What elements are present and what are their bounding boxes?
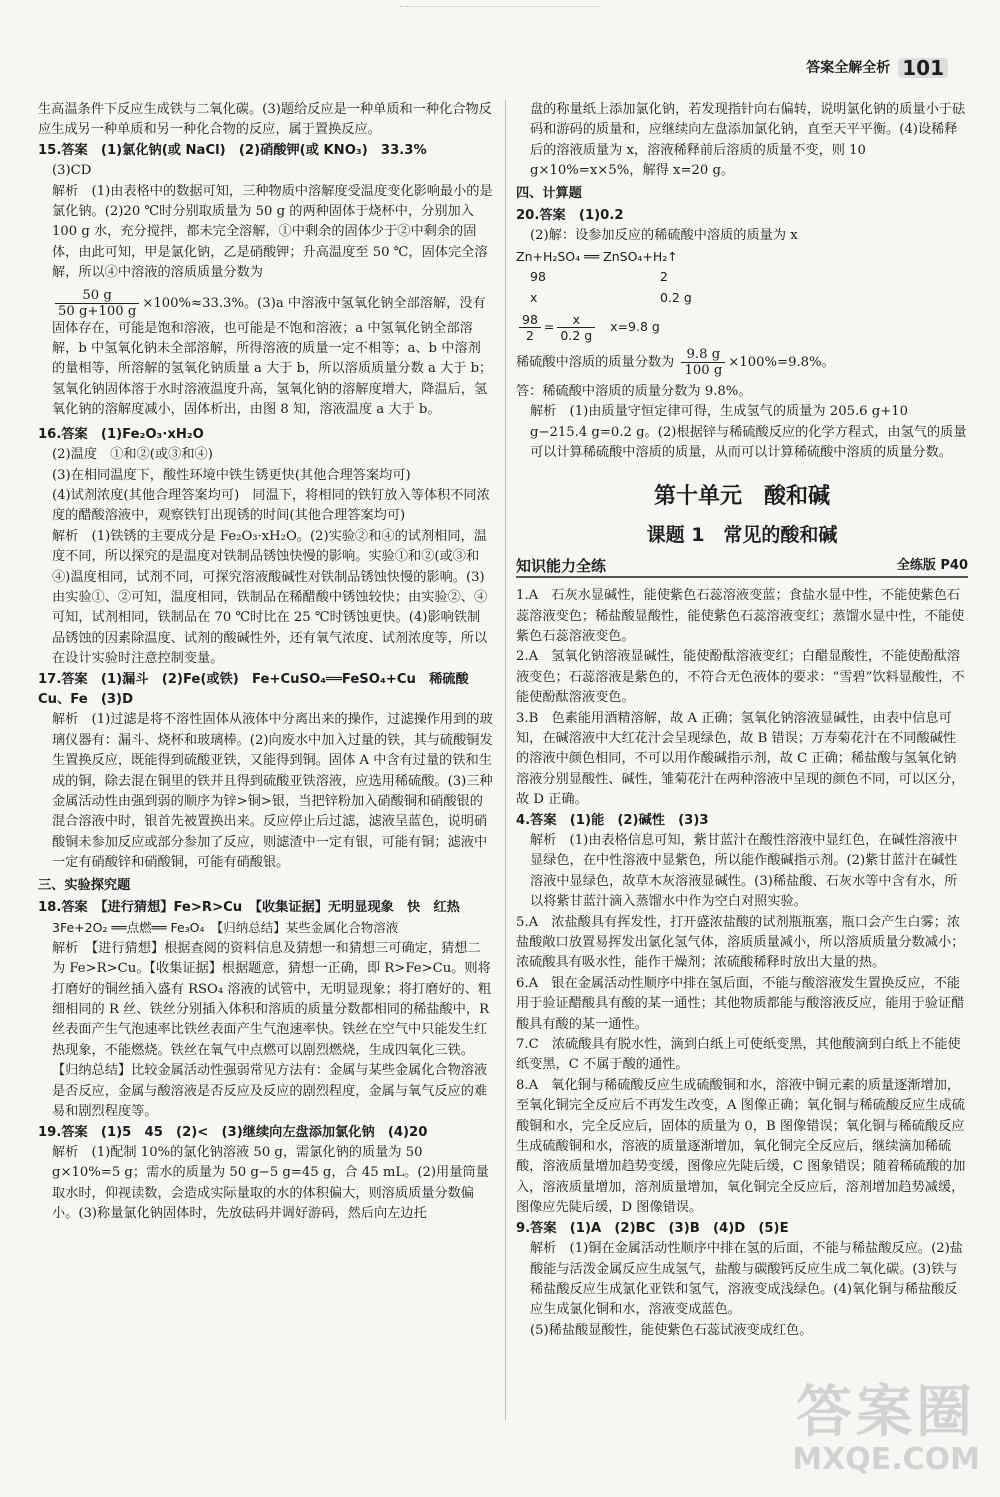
right-column <box>516 100 968 1341</box>
q20-ratio-2 <box>557 312 595 343</box>
q18-equation: 3Fe+2O₂ ══点燃══ Fe₃O₄ 【归纳总结】某些金属化合物溶液 <box>52 920 399 936</box>
k4-analysis: 解析 (1)由表格信息可知，紫甘蓝汁在酸性溶液中显红色，在碱性溶液中显绿色，在中性溶液中显紫色，所以能作酸碱指示剂。(2)紫甘蓝汁在碱性溶液中显绿色，故草木灰溶液显碱性。(3)稀盐酸、石灰水等中含有水，所以将紫甘蓝汁滴入蒸馏水中作为空白对照实验。 <box>530 832 958 910</box>
q15-fraction-num: 50 g <box>55 288 139 304</box>
q17-analysis: 解析 (1)过滤是将不溶性固体从液体中分离出来的操作，过滤操作用到的玻璃仪器有：漏斗、烧杯和玻璃棒。(2)向废水中加入过量的铁，其与硫酸铜发生置换反应，既能得到硫酸亚铁，又能得到铜。固体 A 中含有过量的铁和生成的铜，除去混在铜里的铁并且得到硫酸亚铁溶液，应选用稀硫酸。(3)三种金属活动性由强到弱的顺序为锌>铜>银，当把锌粉加入硝酸铜和硝酸银的混合溶液中时，银首先被置换出来。反应停止后过滤，滤液呈蓝色，说明硝酸铜未参加反应或部分参加了反应，则滤渣中一定有银，可能有铜；滤液中一定有硝酸锌和硝酸铜，可能有硝酸银。 <box>52 712 493 871</box>
site-watermark <box>792 1380 980 1477</box>
q16-analysis: 解析 (1)铁锈的主要成分是 Fe₂O₃·xH₂O。(2)实验②和④的试剂相同，温度不同，所以探究的是温度对铁制品锈蚀快慢的影响。实验①和②(或③和④)温度相同，试剂不同，可探究溶液酸碱性对铁制品锈蚀快慢的影响。(3)由实验①、②可知，温度相同，铁制品在稀醋酸中锈蚀较快；由实验②、④可知，试剂相同，铁制品在 70 ℃时比在 25 ℃时锈蚀更快。(4)影响铁制品锈蚀的因素除温度、试剂的酸碱性外，还有氧气浓度、试剂浓度等，所以在设计实验时注意控制变量。 <box>52 528 488 667</box>
left-column <box>38 100 493 1225</box>
watermark-url: MXQE.COM <box>792 1442 980 1477</box>
q16-answer-3: (3)在相同温度下，酸性环境中铁生锈更快(其他合理答案均可) <box>52 467 411 483</box>
q19-analysis-cont: 盘的称量纸上添加氯化钠，若发现指针向右偏转，说明氯化钠的质量小于砝码和游码的质量和，应继续向左盘添加氯化钠，直至天平平衡。(4)设稀释后的溶液质量为 x，溶液稀释前后溶质的质量不变，则 10 g×10%=x×5%，解得 x=20 g。 <box>530 102 966 179</box>
watermark-logo-text: 答案圈 <box>796 1380 977 1445</box>
header-title: 答案全解全析 <box>806 60 891 76</box>
page-number: 101 <box>898 58 948 78</box>
k8-answer: 8.A 氧化铜与稀硫酸反应生成硫酸铜和水，溶液中铜元素的质量逐渐增加，至氧化铜完全反应后不再发生改变，A 图像正确；氧化铜与稀硫酸反应生成硫酸铜和水，完全反应后，固体的质量为 0，B 图像错误；氧化铜与稀硫酸反应生成硫酸铜和水，溶液的质量逐渐增加，氧化铜完全反应后，继续滴加稀硫酸，溶液质量增加趋势变缓，图像应先陡后缓，C 图象错误；随着稀硫酸的加入，溶液质量增加，溶剂质量增加，氧化铜完全反应后，溶剂增加趋势减缓，图像应先陡后缓，D 图像错误。 <box>516 1077 966 1216</box>
q15-answer-cont: (3)CD <box>52 163 92 179</box>
q16-answer-4: (4)试剂浓度(其他合理答案均可) 同温下，将相同的铁钉放入等体积不同浓度的醋酸溶液中，观察铁钉出现锈的时间(其他合理答案均可) <box>52 487 490 524</box>
q20-fraction-pre: 稀硫酸中溶质的质量分数为 <box>516 355 675 371</box>
q15-fraction-den: 50 g+100 g <box>58 303 137 319</box>
q20-analysis: 解析 (1)由质量守恒定律可得，生成氢气的质量为 205.6 g+10 g−215.4 g=0.2 g。(2)根据锌与稀硫酸反应的化学方程式，由氢气的质量可以计算稀硫酸中溶质的质量，从而可以计算稀硫酸中溶质的质量分数。 <box>530 404 967 461</box>
practice-bar <box>516 556 968 578</box>
q20-ratio-2-num: x <box>557 312 595 328</box>
q20-answer-2: (2)解：设参加反应的稀硫酸中溶质的质量为 x <box>530 228 798 244</box>
q16-answer: 16.答案 (1)Fe₂O₃·xH₂O <box>38 426 204 442</box>
k9-answer: 9.答案 (1)A (2)BC (3)B (4)D (5)E <box>516 1220 789 1236</box>
q20-ratio-1-den: 2 <box>525 328 534 344</box>
q20-ratio-1-num: 98 <box>519 312 541 328</box>
section-calculation: 四、计算题 <box>516 185 582 201</box>
q20-ratio-result: x=9.8 g <box>610 319 660 335</box>
q15-answer: 15.答案 (1)氯化钠(或 NaCl) (2)硝酸钾(或 KNO₃) 33.3% <box>38 142 427 158</box>
q20-fraction <box>681 347 725 378</box>
q16-answer-2: (2)温度 ①和②(或③和④) <box>52 447 213 463</box>
practice-bar-title: 知识能力全练 <box>516 556 607 575</box>
q20-fraction-num: 9.8 g <box>681 347 725 363</box>
q20-molar-h2: 2 <box>660 269 668 285</box>
k4-answer: 4.答案 (1)能 (2)碱性 (3)3 <box>516 812 709 828</box>
q20-mass-x: x <box>530 289 538 305</box>
q20-reply: 答：稀硫酸中溶质的质量分数为 9.8%。 <box>516 384 752 400</box>
q20-ratio-2-den: 0.2 g <box>560 328 593 344</box>
q20-fraction-tail: ×100%=9.8%。 <box>728 355 835 371</box>
q20-equation: Zn+H₂SO₄ ══ ZnSO₄+H₂↑ <box>516 248 678 264</box>
q20-molar-h2so4: 98 <box>530 269 546 285</box>
q20-ratio-1 <box>519 312 541 343</box>
q15-fraction-line <box>38 288 493 421</box>
column-divider <box>505 100 506 1420</box>
q15-analysis-tail: ×100%≈33.3%。(3)a 中溶液中氢氧化钠全部溶解，没有固体存在，可能是饱和溶液，也可能是不饱和溶液；a 中氢氧化钠全部溶解，b 中氢氧化钠未全部溶解，所得溶液的质量一定不相等；a、b 中溶剂的量相等，所溶解的氢氧化钠质量 a 大于 b，所以溶质质量分数 a 大于 b；氢氧化钠固体溶于水时溶液温度升高，氢氧化钠的溶解度增大，降温后，氢氧化钠的溶解度减小，固体析出，由图 8 知，溶液温度 a 大于 b。 <box>52 295 493 418</box>
k9-analysis-last: (5)稀盐酸显酸性，能使紫色石蕊试液变成红色。 <box>530 1322 813 1338</box>
q20-fraction-den: 100 g <box>684 363 723 379</box>
q20-answer: 20.答案 (1)0.2 <box>516 208 624 224</box>
q20-ratio: $\frac{98}{2}$ = $\frac{x}{0.2 g}$ x=9.8 g <box>516 312 968 343</box>
paragraph-continuation: 生高温条件下反应生成铁与二氧化碳。(3)题给反应是一种单质和一种化合物反应生成另一种单质和另一种化合物的反应，属于置换反应。 <box>38 102 492 138</box>
q19-answer: 19.答案 (1)5 45 (2)< (3)继续向左盘添加氯化钠 (4)20 <box>38 1124 428 1140</box>
section-experiment: 三、实验探究题 <box>38 877 131 893</box>
unit-title: 第十单元 酸和碱 <box>653 483 830 509</box>
k2-answer: 2.A 氢氧化钠溶液显碱性，能使酚酞溶液变红；白醋显酸性，不能使酚酞溶液变色；石蕊溶液是紫色的，不符合无色液体的要求：“雪碧”饮料显酸性，不能使酚酞溶液变色。 <box>516 649 965 706</box>
top-scan-mark <box>400 6 600 13</box>
k7-answer: 7.C 浓硫酸具有脱水性，滴到白纸上可使纸变黑，其他酸滴到白纸上不能使纸变黑，C 不属于酸的通性。 <box>516 1037 961 1073</box>
q20-mass-row <box>516 288 968 308</box>
q15-analysis: 解析 (1)由表格中的数据可知，三种物质中溶解度受温度变化影响最小的是氯化钠。(2)20 ℃时分别取质量为 50 g 的两种固体于烧杯中，分别加入 100 g 水，充分搅拌，都未完全溶解，①中剩余的固体少于②中剩余的固体，由此可知，甲是氯化钠，乙是硝酸钾；升高温度至 50 ℃，固体完全溶解，所以④中溶液的溶质质量分数为 <box>52 183 493 281</box>
k3-answer: 3.B 色素能用酒精溶解，故 A 正确；氢氧化钠溶液显碱性，由表中信息可知，在碱溶液中大红花汁会呈现绿色，故 B 错误；万寿菊花汁在不同酸碱性的溶液中颜色相同，不可以用作酸碱指示剂，故 C 正确；稀盐酸与氢氧化钠溶液分别显酸性、碱性，雏菊花汁在两种溶液中呈现的颜色不同，可以区分，故 D 正确。 <box>516 710 965 808</box>
q15-fraction <box>55 288 139 319</box>
q18-answer: 18.答案 【进行猜想】Fe>R>Cu 【收集证据】无明显现象 快 红热 <box>38 900 460 916</box>
k6-answer: 6.A 银在金属活动性顺序中排在氢后面，不能与酸溶液发生置换反应，不能用于验证醋酸具有酸的某一通性；其他物质都能与酸溶液反应，能用于验证醋酸具有酸的某一通性。 <box>516 975 965 1032</box>
q18-analysis: 解析 【进行猜想】根据查阅的资料信息及猜想一和猜想三可确定，猜想二为 Fe>R>Cu。【收集证据】根据题意，猜想一正确，即 R>Fe>Cu。则将打磨好的铜丝插入盛有 RSO₄ 溶液的试管中，无明显现象；将打磨好的、粗细相同的 R 丝、铁丝分别插入体积和溶质的质量分数都相同的稀盐酸中，R 丝表面产生气泡速率比铁丝表面产生气泡速率快。铁丝在空气中只能发生红热现象，不能燃烧。铁丝在氧气中点燃可以剧烈燃烧，生成四氧化三铁。【归纳总结】比较金属活动性强弱常见方法有：金属与某些金属化合物溶液是否反应，金属与酸溶液是否反应及反应的剧烈程度，金属与氧气反应的难易和剧烈程度等。 <box>52 940 492 1120</box>
q17-answer: 17.答案 (1)漏斗 (2)Fe(或铁) Fe+CuSO₄══FeSO₄+Cu 稀硫酸 Cu、Fe (3)D <box>38 671 482 707</box>
practice-bar-ref: 全练版 P40 <box>896 557 968 573</box>
q20-fraction-line <box>516 347 968 378</box>
q20-mass-h2: 0.2 g <box>660 289 692 305</box>
q19-analysis: 解析 (1)配制 10%的氯化钠溶液 50 g，需氯化钠的质量为 50 g×10%=5 g；需水的质量为 50 g−5 g=45 g，合 45 mL。(2)用量筒量取水时，仰视读数，会造成实际量取的水的体积偏大，则溶质质量分数偏小。(3)称量氯化钠固体时，先放砝码并调好游码，然后向左边托 <box>52 1144 489 1222</box>
page-header <box>806 58 948 78</box>
lesson-title: 课题 1 常见的酸和碱 <box>646 523 838 546</box>
k9-analysis: 解析 (1)铜在金属活动性顺序中排在氢的后面，不能与稀盐酸反应。(2)盐酸能与活泼金属反应生成氢气，盐酸与碳酸钙反应生成二氧化碳。(3)铁与稀盐酸反应生成氯化亚铁和氢气，溶液变成浅绿色。(4)氧化铜与稀盐酸反应生成氯化铜和水，溶液变成蓝色。 <box>530 1241 963 1318</box>
k1-answer: 1.A 石灰水显碱性，能使紫色石蕊溶液变蓝；食盐水显中性，不能使紫色石蕊溶液变色；稀盐酸显酸性，能使紫色石蕊溶液变红；蒸馏水显中性，不能使紫色石蕊溶液变色。 <box>516 588 965 644</box>
k5-answer: 5.A 浓盐酸具有挥发性，打开盛浓盐酸的试剂瓶瓶塞，瓶口会产生白雾；浓盐酸敞口放置易挥发出氯化氢气体，溶质质量减小，所以溶质质量分数减小；浓硫酸具有吸水性，能作干燥剂；浓硫酸稀释时放出大量的热。 <box>516 914 965 971</box>
q20-molar-row <box>516 267 968 287</box>
